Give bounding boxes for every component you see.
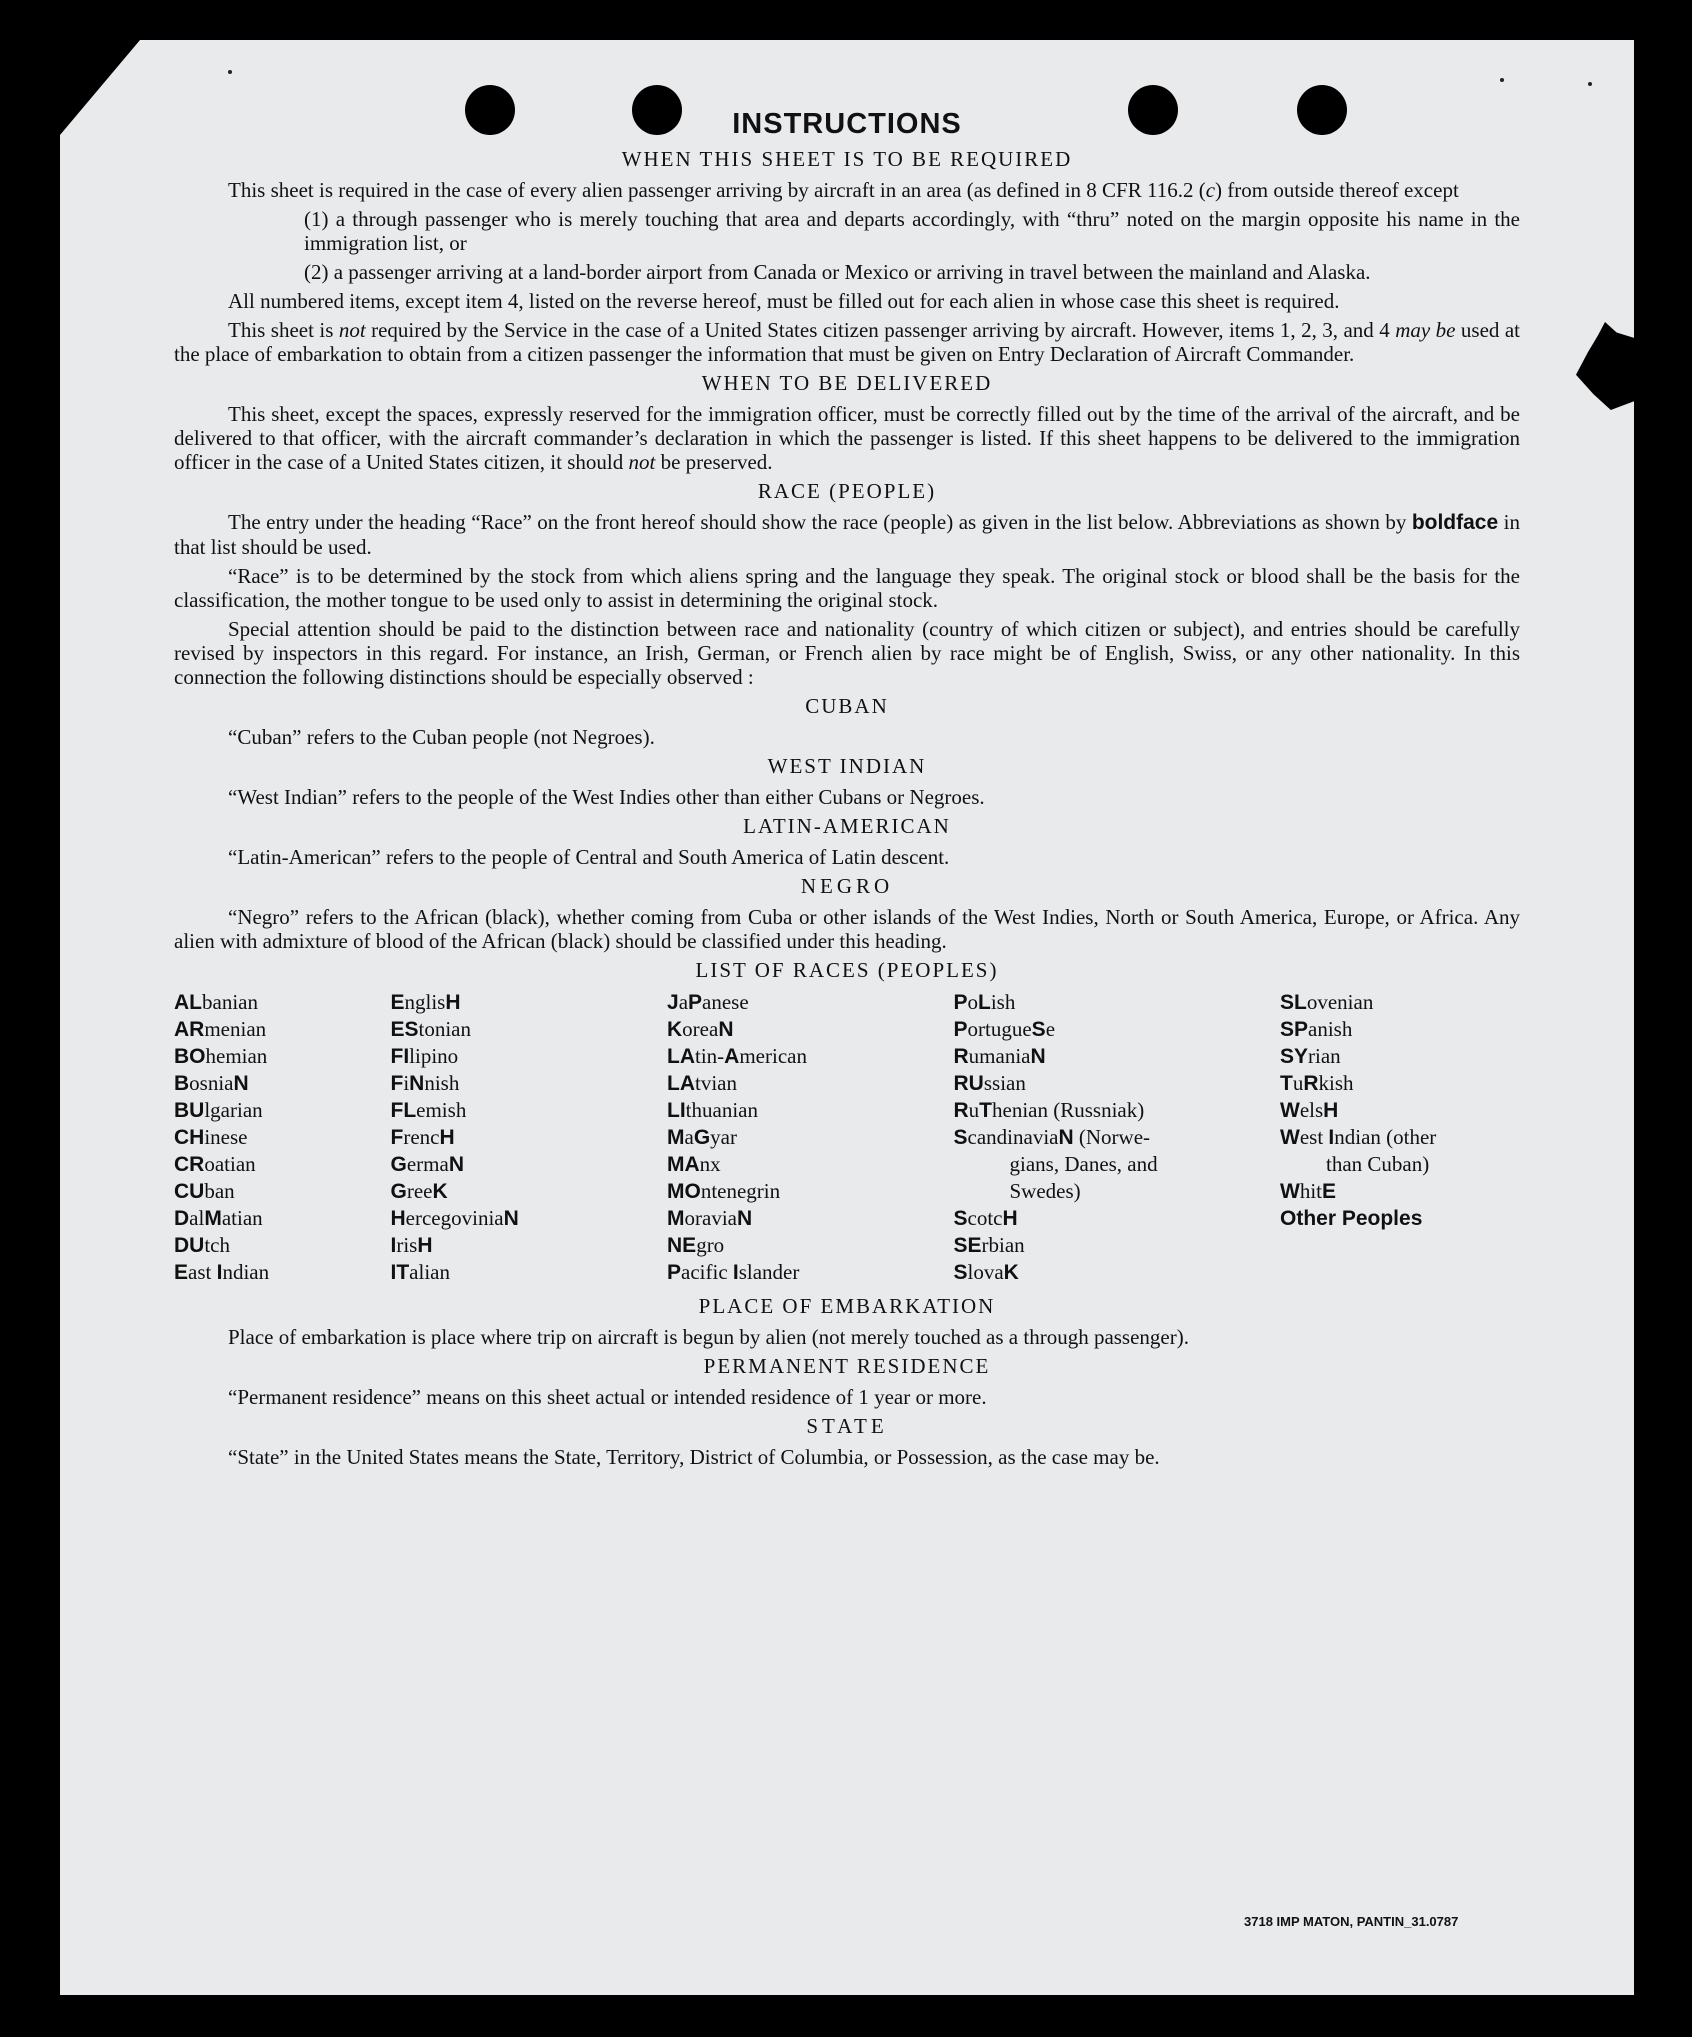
race-entry: WelsH — [1280, 1098, 1339, 1122]
race-entry: RumaniaN — [953, 1044, 1046, 1068]
race-entry: MAnx — [667, 1152, 721, 1176]
paragraph: This sheet, except the spaces, expressly reserved for the immigration officer, must be correctly filled out by the time of the arrival of the aircraft, and be delivered to that officer, with the aircraft commander’s declaration in which the passenger is listed. If this sheet happens to be delivered to the immigration officer in the case of a United States citizen, it should not be preserved. — [174, 402, 1520, 474]
race-entry: BUlgarian — [174, 1098, 263, 1122]
race-entry: RuThenian (Russniak) — [953, 1098, 1145, 1122]
race-entry: FiNnish — [390, 1071, 460, 1095]
race-entry: SlovaK — [953, 1260, 1019, 1284]
race-entry: SErbian — [953, 1233, 1025, 1257]
race-entry: CHinese — [174, 1125, 248, 1149]
race-entry: GreeK — [390, 1179, 448, 1203]
race-entry: FrencH — [390, 1125, 455, 1149]
speck — [1588, 82, 1592, 86]
race-column — [954, 989, 1244, 1286]
race-entry: SYrian — [1280, 1044, 1341, 1068]
race-entry: FLemish — [390, 1098, 467, 1122]
race-entry: TuRkish — [1280, 1071, 1354, 1095]
race-entry: PortugueSe — [953, 1017, 1056, 1041]
section-heading: WHEN THIS SHEET IS TO BE REQUIRED — [621, 147, 1073, 171]
section-heading: STATE — [806, 1414, 888, 1438]
paragraph: Special attention should be paid to the distinction between race and nationality (country of which citizen or subject), and entries should be carefully revised by inspectors in this regard. For instance, an Irish, German, or French alien by race might be of English, Swiss, or any other nationality. In this connection the following distinctions should be especially observed : — [174, 617, 1520, 689]
race-entry: CUban — [174, 1179, 235, 1203]
race-entry: BosniaN — [174, 1071, 249, 1095]
paragraph: The entry under the heading “Race” on the front hereof should show the race (people) as given in the list below. Abbreviations as shown by boldface in that list should be used. — [174, 510, 1520, 559]
race-entry: MaGyar — [667, 1125, 737, 1149]
race-entry: ScandinaviaN (Norwe- — [953, 1125, 1151, 1149]
paragraph: “Cuban” refers to the Cuban people (not Negroes). — [228, 725, 655, 749]
race-entry-continuation: than Cuban) — [1326, 1152, 1430, 1176]
race-entry: WhitE — [1280, 1179, 1337, 1203]
race-entry: NEgro — [667, 1233, 725, 1257]
paragraph: “Latin-American” refers to the people of Central and South America of Latin descent. — [228, 845, 950, 869]
section-heading: LIST OF RACES (PEOPLES) — [695, 958, 999, 982]
race-entry: SLovenian — [1280, 990, 1374, 1014]
paragraph: This sheet is not required by the Service in the case of a United States citizen passenger arriving by aircraft. However, items 1, 2, 3, and 4 may be used at the place of embarkation to obtain from a citizen passenger the information that must be given on Entry Declaration of Aircraft Commander. — [174, 318, 1521, 366]
race-column — [667, 989, 917, 1286]
race-entry: DalMatian — [174, 1206, 263, 1230]
speck — [1500, 78, 1504, 82]
race-entry-continuation: gians, Danes, and — [1009, 1152, 1158, 1176]
race-entry: PoLish — [953, 990, 1016, 1014]
race-entry: CRoatian — [174, 1152, 256, 1176]
race-entry: LAtin-American — [667, 1044, 807, 1068]
race-entry: HercegoviniaN — [390, 1206, 519, 1230]
race-entry: West Indian (other — [1280, 1125, 1437, 1149]
race-entry: GermaN — [390, 1152, 464, 1176]
paragraph: “Permanent residence” means on this sheet actual or intended residence of 1 year or more. — [228, 1385, 987, 1409]
document-content — [174, 108, 1520, 1474]
section-heading: RACE (PEOPLE) — [757, 479, 937, 503]
race-entry: ALbanian — [174, 990, 258, 1014]
race-entry: IrisH — [390, 1233, 433, 1257]
race-column — [391, 989, 631, 1286]
paragraph: Place of embarkation is place where trip on aircraft is begun by alien (not merely touched as a through passenger). — [228, 1325, 1189, 1349]
race-entry: LIthuanian — [667, 1098, 758, 1122]
race-entry: DUtch — [174, 1233, 230, 1257]
race-entry: ARmenian — [174, 1017, 267, 1041]
section-heading: NEGRO — [800, 874, 894, 898]
section-heading: LATIN-AMERICAN — [743, 814, 951, 838]
race-entry: East Indian — [174, 1260, 270, 1284]
race-entry: KoreaN — [667, 1017, 734, 1041]
paragraph: “Race” is to be determined by the stock from which aliens spring and the language they speak. The original stock or blood shall be the basis for the classification, the mother tongue to be used only to assist in determining the original stock. — [174, 564, 1520, 612]
race-entry: JaPanese — [667, 990, 749, 1014]
section-heading: WHEN TO BE DELIVERED — [701, 371, 993, 395]
paragraph: This sheet is required in the case of every alien passenger arriving by aircraft in an area (as defined in 8 CFR 116.2 (c) from outside thereof except — [228, 178, 1459, 202]
section-heading: WEST INDIAN — [767, 754, 927, 778]
section-heading: CUBAN — [805, 694, 889, 718]
race-entry: BOhemian — [174, 1044, 268, 1068]
race-entry: RUssian — [953, 1071, 1026, 1095]
race-entry: FIlipino — [390, 1044, 459, 1068]
paragraph: (1) a through passenger who is merely touching that area and departs accordingly, with “thru” noted on the margin opposite his name in the immigration list, or — [304, 207, 1520, 255]
document-title: INSTRUCTIONS — [732, 108, 962, 140]
race-entry: MoraviaN — [667, 1206, 753, 1230]
speck — [228, 70, 232, 74]
race-entry: EnglisH — [390, 990, 461, 1014]
race-entry: Pacific Islander — [667, 1260, 800, 1284]
race-entry: ITalian — [390, 1260, 450, 1284]
race-entry: EStonian — [390, 1017, 472, 1041]
race-list — [174, 989, 1520, 1286]
form-number: 3718 IMP MATON, PANTIN_31.0787 — [1244, 1914, 1459, 1929]
race-entry: SPanish — [1280, 1017, 1353, 1041]
race-entry: ScotcH — [953, 1206, 1018, 1230]
paragraph: (2) a passenger arriving at a land-border airport from Canada or Mexico or arriving in travel between the mainland and Alaska. — [304, 260, 1371, 284]
paragraph: “State” in the United States means the State, Territory, District of Columbia, or Possession, as the case may be. — [228, 1445, 1160, 1469]
race-entry-continuation: Swedes) — [1009, 1179, 1081, 1203]
paragraph: “West Indian” refers to the people of the West Indies other than either Cubans or Negroes. — [228, 785, 985, 809]
race-column — [174, 989, 354, 1286]
race-entry: LAtvian — [667, 1071, 737, 1095]
paragraph: “Negro” refers to the African (black), whether coming from Cuba or other islands of the West Indies, North or South America, Europe, or Africa. Any alien with admixture of blood of the African (black) should be classified under this heading. — [174, 905, 1520, 953]
section-heading: PLACE OF EMBARKATION — [698, 1294, 996, 1318]
paragraph: All numbered items, except item 4, listed on the reverse hereof, must be filled out for each alien in whose case this sheet is required. — [228, 289, 1340, 313]
race-entry: MOntenegrin — [667, 1179, 781, 1203]
race-column — [1280, 989, 1520, 1286]
race-entry: Other Peoples — [1280, 1207, 1423, 1230]
section-heading: PERMANENT RESIDENCE — [703, 1354, 991, 1378]
